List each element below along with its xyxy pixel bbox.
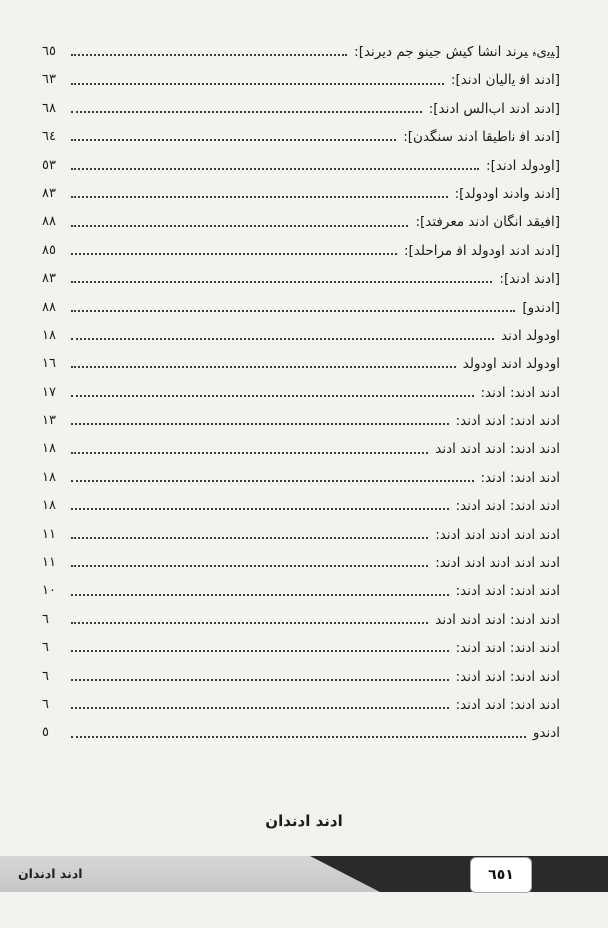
toc-entry-page: ٦٤ [42,129,56,145]
toc-entry [40,350,560,378]
toc-entry-title: ﺍﻭﺩﻭﻟﺪ ﺍﺩﻧﺪ [497,322,560,350]
toc-leader-dots [71,423,449,425]
toc-entry-page: ٨٣ [42,271,56,287]
toc-leader-dots [71,139,396,141]
toc-entry [40,265,560,293]
toc-entry-page: ٦٣ [42,72,56,88]
toc-entry-page: ١٨ [42,441,56,457]
toc-entry-page: ٦ [42,668,49,684]
toc-entry [40,379,560,407]
toc-entry-page: ٦ [42,696,49,712]
toc-entry [40,38,560,66]
toc-entry [40,237,560,265]
toc-entry-title: ﺍﺩﻧﺪ ﺍﺩﻧﺪ: ﺍﺩﻧﺪ ﺍﺩﻧﺪ: [452,663,560,691]
toc-leader-dots [71,83,444,85]
toc-entry-title: ﺍﺩﻧﺪ ﺍﺩﻧﺪ: ﺍﺩﻧﺪ ﺍﺩﻧﺪ ﺍﺩﻧﺪ [431,606,560,634]
toc-entry-page: ٨٣ [42,185,56,201]
toc-entry [40,521,560,549]
toc-entry [40,606,560,634]
toc-entry-title: [ﺍﺩﻧﺪ ﺍﺩﻧﺪ ﺍﺏﺍﻟﺲ ﺍﺩﻧﺪ]: [425,95,560,123]
toc-entry-page: ٨٨ [42,299,56,315]
toc-entry-title: ﺍﺩﻧﺪ ﺍﺩﻧﺪ: ﺍﺩﻧﺪ ﺍﺩﻧﺪ: [452,492,560,520]
toc-entry-page: ٦٨ [42,100,56,116]
toc-entry-title: ﺍﺩﻧﺪﻭ [529,719,560,747]
toc-entry-page: ٥ [42,725,49,741]
toc-entry [40,95,560,123]
toc-leader-dots [71,452,428,454]
toc-leader-dots [71,565,428,567]
toc-entry-title: ﺍﺩﻧﺪ ﺍﺩﻧﺪ: ﺍﺩﻧﺪ ﺍﺩﻧﺪ: [452,691,560,719]
toc-entry [40,719,560,747]
toc-entry-title: [ﺍﻓﻴﻘﺪ ﺍﻧﮕﺎﻥ ﺍﺩﻧﺪ ﻣﻌﺮﻓﺘﺪ]: [411,208,560,236]
toc-entry [40,123,560,151]
section-title: ﺍﺩﻧﺪ ﺍﺩﻧﺪﺍﻥ [265,812,343,830]
toc-leader-dots [71,480,474,482]
toc-entry-page: ٨٨ [42,214,56,230]
toc-leader-dots [71,508,449,510]
toc-leader-dots [71,310,515,312]
toc-entry-title: ﺍﺩﻧﺪ ﺍﺩﻧﺪ: ﺍﺩﻧﺪ ﺍﺩﻧﺪ ﺍﺩﻧﺪ [431,435,560,463]
toc-leader-dots [71,650,449,652]
toc-entry-title: ﺍﺩﻧﺪ ﺍﺩﻧﺪ: ﺍﺩﻧﺪ ﺍﺩﻧﺪ: [452,634,560,662]
toc-entry-page: ١٨ [42,327,56,343]
toc-entry [40,322,560,350]
toc-entry-title: [ﺍﺩﻧﺪ ﺍﻓ ﯾﺍﻟﯿﺎﻥ ﺍﺩﻧﺪ]: [447,66,560,94]
toc-entry-page: ١٨ [42,469,56,485]
toc-entry-title: ﺍﺩﻧﺪ ﺍﺩﻧﺪ ﺍﺩﻧﺪ ﺍﺩﻧﺪ ﺍﺩﻧﺪ: [431,521,560,549]
toc-entry-page: ٦٥ [42,44,56,59]
toc-entry-title: [ﺍﺩﻧﺪ ﻭﺍﺩﻧﺪ ﺍﻭﺩﻭﻟﺪ]: [451,180,560,208]
running-header: ﺍﺩﻧﺪ ﺍﺩﻧﺪﺍﻥ [18,866,83,881]
footer-wedge [310,856,380,892]
toc-leader-dots [71,281,492,283]
toc-entry-page: ١٣ [42,413,56,429]
toc-entry [40,663,560,691]
toc-entry-page: ٥٣ [42,157,56,173]
toc-entry [40,492,560,520]
toc-leader-dots [71,196,448,198]
toc-leader-dots [71,338,494,340]
toc-entry [40,577,560,605]
toc-entry-title: [ﺍﻭﺩﻭﻟﺪ ﺍﺩﻧﺪ]: [482,152,560,180]
toc-leader-dots [71,736,526,738]
toc-leader-dots [71,679,449,681]
toc-entry [40,634,560,662]
table-of-contents [40,38,560,748]
toc-entry-page: ١١ [42,526,56,542]
toc-entry [40,464,560,492]
toc-leader-dots [71,225,408,227]
toc-entry-page: ١٧ [42,384,56,400]
toc-leader-dots [71,253,397,255]
toc-entry-page: ١١ [42,555,56,571]
toc-entry-title: [ﯿﯾﯼﮦ ﯿﺮﻧﺪ ﺍﻧﺸﺎ ﮐﯿﺶ ﺟﻴﻨﻮ ﺟﻢ ﺩﯾﺮﻧﺪ]: [350,38,560,66]
toc-entry-page: ١٦ [42,356,56,372]
toc-entry-page: ٦ [42,611,49,627]
toc-entry-page: ٦ [42,640,49,656]
toc-leader-dots [71,168,479,170]
toc-entry [40,180,560,208]
toc-leader-dots [71,537,428,539]
toc-entry-page: ١٠ [42,583,56,599]
toc-leader-dots [71,54,347,56]
toc-entry [40,435,560,463]
toc-entry [40,152,560,180]
toc-leader-dots [71,622,428,624]
toc-entry [40,407,560,435]
toc-entry-title: [ﺍﺩﻧﺪ ﺍﺩﻧﺪ]: [495,265,560,293]
toc-entry-title: [ﺍﺩﻧﺪ ﺍﺩﻧﺪ ﺍﻭﺩﻭﻟﺪ ﺍﻓ ﻣﺮﺍﺣﻠﺪ]: [400,237,560,265]
toc-leader-dots [71,707,449,709]
toc-entry [40,66,560,94]
toc-entry-page: ٨٥ [42,242,56,258]
toc-entry [40,208,560,236]
page-number: ٦٥١ [470,857,532,893]
toc-leader-dots [71,111,422,113]
toc-entry-title: ﺍﺩﻧﺪ ﺍﺩﻧﺪ: ﺍﺩﻧﺪ: [477,464,561,492]
toc-entry [40,549,560,577]
toc-entry [40,294,560,322]
toc-entry-title: ﺍﺩﻧﺪ ﺍﺩﻧﺪ: ﺍﺩﻧﺪ: [477,379,561,407]
toc-entry-title: [ﺍﺩﻧﺪﻭ] [518,294,560,322]
toc-entry-page: ١٨ [42,498,56,514]
toc-entry [40,691,560,719]
toc-entry-title: ﺍﺩﻧﺪ ﺍﺩﻧﺪ: ﺍﺩﻧﺪ ﺍﺩﻧﺪ: [452,577,560,605]
toc-entry-title: [ﺍﺩﻧﺪ ﺍﻓ ﻧﺍﻃﻴﻘﺎ ﺍﺩﻧﺪ ﺳﻨﮕﺪﻥ]: [399,123,560,151]
toc-entry-title: ﺍﺩﻧﺪ ﺍﺩﻧﺪ ﺍﺩﻧﺪ ﺍﺩﻧﺪ ﺍﺩﻧﺪ: [431,549,560,577]
toc-entry-title: ﺍﻭﺩﻭﻟﺪ ﺍﺩﻧﺪ ﺍﻭﺩﻭﻟﺪ [459,350,560,378]
toc-leader-dots [71,594,449,596]
toc-entry-title: ﺍﺩﻧﺪ ﺍﺩﻧﺪ: ﺍﺩﻧﺪ ﺍﺩﻧﺪ: [452,407,560,435]
toc-leader-dots [71,366,456,368]
toc-leader-dots [71,395,474,397]
